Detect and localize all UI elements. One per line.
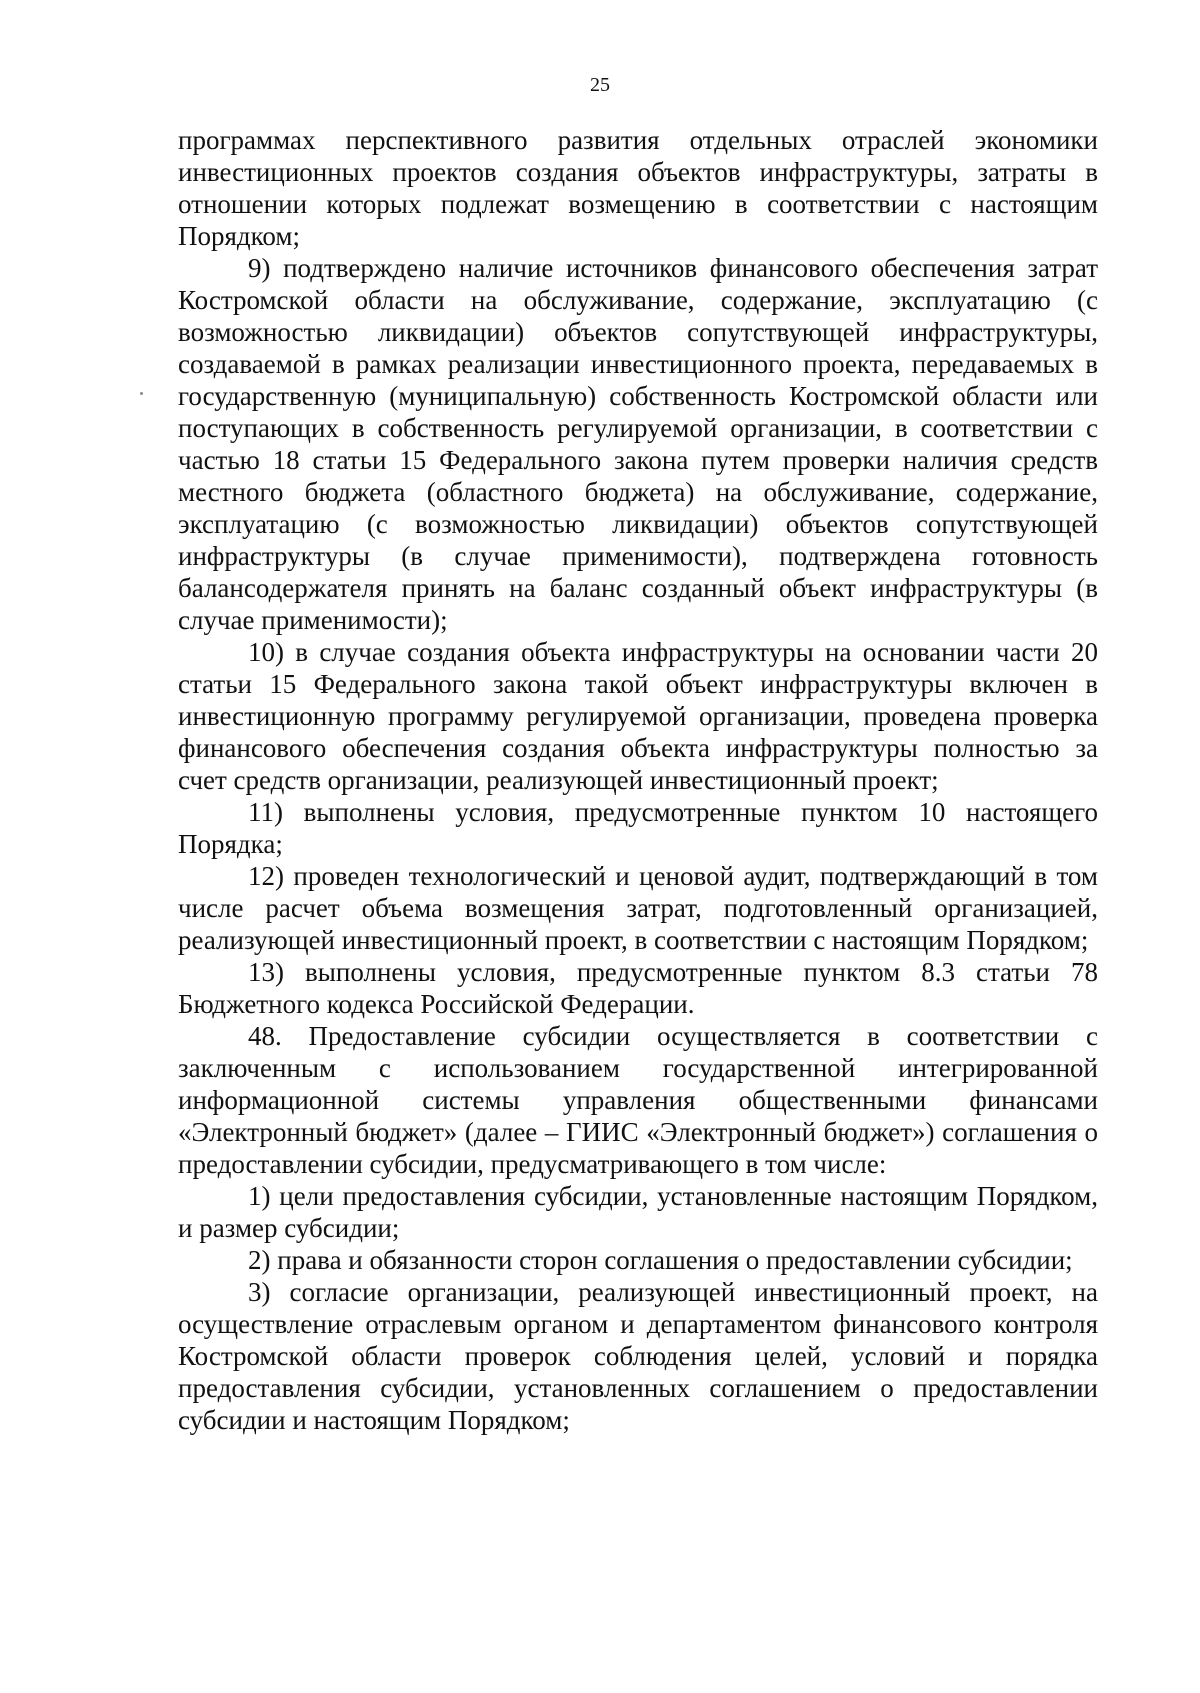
scan-speck [140, 392, 143, 395]
paragraph-item-9: 9) подтверждено наличие источников финансового обеспечения затрат Костромской области на обслуживание, содержание, эксплуатацию (с возможностью ликвидации) объектов сопутствующей инфраструктуры, создаваемой в рамках реализации инвестиционного проекта, передаваемых в государственную (муниципальную) собственность Костромской области или поступающих в собственность регулируемой организации, в соответствии с частью 18 статьи 15 Федерального закона путем проверки наличия средств местного бюджета (областного бюджета) на обслуживание, содержание, эксплуатацию (с возможностью ликвидации) объектов сопутствующей инфраструктуры (в случае применимости), подтверждена готовность балансодержателя принять на баланс созданный объект инфраструктуры (в случае применимости); [178, 253, 1098, 635]
paragraph-item-11: 11) выполнены условия, предусмотренные пунктом 10 настоящего Порядка; [178, 797, 1098, 859]
paragraph-section-48: 48. Предоставление субсидии осуществляется в соответствии с заключенным с использованием государственной интегрированной информационной системы управления общественными финансами «Электронный бюджет» (далее – ГИИС «Электронный бюджет») соглашения о предоставлении субсидии, предусматривающего в том числе: [178, 1021, 1098, 1179]
paragraph-item-10: 10) в случае создания объекта инфраструктуры на основании части 20 статьи 15 Федерального закона такой объект инфраструктуры включен в инвестиционную программу регулируемой организации, проведена проверка финансового обеспечения создания объекта инфраструктуры полностью за счет средств организации, реализующей инвестиционный проект; [178, 637, 1098, 795]
paragraph-48-item-2: 2) права и обязанности сторон соглашения о предоставлении субсидии; [248, 1245, 1073, 1275]
document-body [178, 124, 1098, 1436]
paragraph-48-item-1: 1) цели предоставления субсидии, установленные настоящим Порядком, и размер субсидии; [178, 1181, 1098, 1243]
paragraph-continuation: программах перспективного развития отдельных отраслей экономики инвестиционных проектов создания объектов инфраструктуры, затраты в отношении которых подлежат возмещению в соответствии с настоящим Порядком; [178, 125, 1098, 251]
paragraph-item-12: 12) проведен технологический и ценовой аудит, подтверждающий в том числе расчет объема возмещения затрат, подготовленный организацией, реализующей инвестиционный проект, в соответствии с настоящим Порядком; [178, 861, 1098, 955]
page-number: 25 [590, 74, 610, 96]
paragraph-48-item-3: 3) согласие организации, реализующей инвестиционный проект, на осуществление отраслевым органом и департаментом финансового контроля Костромской области проверок соблюдения целей, условий и порядка предоставления субсидии, установленных соглашением о предоставлении субсидии и настоящим Порядком; [178, 1277, 1098, 1435]
paragraph-item-13: 13) выполнены условия, предусмотренные пунктом 8.3 статьи 78 Бюджетного кодекса Российской Федерации. [178, 957, 1098, 1019]
